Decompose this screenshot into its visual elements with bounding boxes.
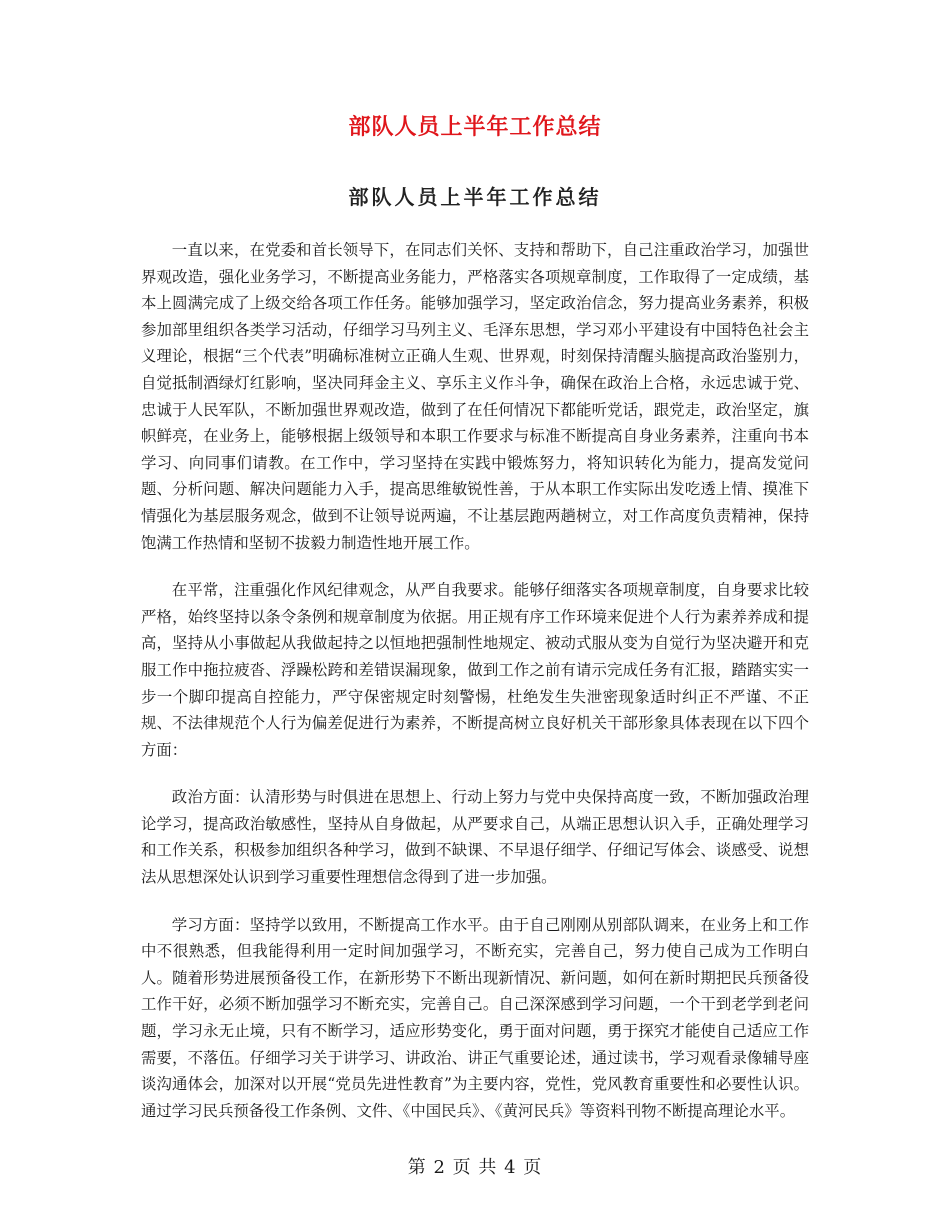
paragraph-intro: 一直以来，在党委和首长领导下，在同志们关怀、支持和帮助下，自己注重政治学习，加强世界观改造，强化业务学习，不断提高业务能力，严格落实各项规章制度，工作取得了一定成绩，基本上圆满完成了上级交给各项工作任务。能够加强学习，坚定政治信念，努力提高业务素养，积极参加部里组织各类学习活动，仔细学习马列主义、毛泽东思想，学习邓小平建设有中国特色社会主义理论，根据“三个代表”明确标准树立正确人生观、世界观，时刻保持清醒头脑提高政治鉴别力，自觉抵制酒绿灯红影响，坚决同拜金主义、享乐主义作斗争，确保在政治上合格，永远忠诚于党、忠诚于人民军队，不断加强世界观改造，做到了在任何情况下都能听党话，跟党走，政治坚定，旗帜鲜亮，在业务上，能够根据上级领导和本职工作要求与标准不断提高自身业务素养，注重向书本学习、向同事们请教。在工作中，学习坚持在实践中锻炼努力，将知识转化为能力，提高发觉问题、分析问题、解决问题能力入手，提高思维敏锐性善，于从本职工作实际出发吃透上情、摸准下情强化为基层服务观念，做到不让领导说两遍，不让基层跑两趟树立，对工作高度负责精神，保持饱满工作热情和坚韧不拔毅力制造性地开展工作。	[141, 241, 809, 552]
paragraph-politics: 政治方面：认清形势与时俱进在思想上、行动上努力与党中央保持高度一致，不断加强政治理论学习，提高政治敏感性，坚持从自身做起，从严要求自己，从端正思想认识入手，正确处理学习和工作关系，积极参加组织各种学习，做到不缺课、不早退仔细学、仔细记写体会、谈感受、说想法从思想深处认识到学习重要性理想信念得到了进一步加强。	[141, 788, 809, 887]
page-number-footer: 第 2 页 共 4 页	[407, 1157, 543, 1178]
document-subtitle: 部队人员上半年工作总结	[348, 185, 602, 209]
paragraph-discipline: 在平常，注重强化作风纪律观念，从严自我要求。能够仔细落实各项规章制度，自身要求比较严格，始终坚持以条令条例和规章制度为依据。用正规有序工作环境来促进个人行为素养养成和提高，坚持从小事做起从我做起持之以恒地把强制性地规定、被动式服从变为自觉行为坚决避开和克服工作中拖拉疲沓、浮躁松跨和差错误漏现象，做到工作之前有请示完成任务有汇报，踏踏实实一步一个脚印提高自控能力，严守保密规定时刻警惕，杜绝发生失泄密现象适时纠正不严谨、不正规、不法律规范个人行为偏差促进行为素养，不断提高树立良好机关干部形象具体表现在以下四个方面：	[141, 581, 809, 759]
paragraph-study: 学习方面：坚持学以致用，不断提高工作水平。由于自己刚刚从别部队调来，在业务上和工作中不很熟悉，但我能得利用一定时间加强学习，不断充实，完善自己，努力使自己成为工作明白人。随着形势进展预备役工作，在新形势下不断出现新情况、新问题，如何在新时期把民兵预备役工作干好，必须不断加强学习不断充实，完善自己。自己深深感到学习问题，一个干到老学到老问题，学习永无止境，只有不断学习，适应形势变化，勇于面对问题，勇于探究才能使自己适应工作需要，不落伍。仔细学习关于讲学习、讲政治、讲正气重要论述，通过读书，学习观看录像辅导座谈沟通体会，加深对以开展“党员先进性教育”为主要内容，党性，党风教育重要性和必要性认识。通过学习民兵预备役工作条例、文件、《中国民兵》、《黄河民兵》等资料刊物不断提高理论水平。	[141, 915, 809, 1120]
document-title: 部队人员上半年工作总结	[348, 114, 602, 140]
document-body	[141, 237, 809, 1145]
